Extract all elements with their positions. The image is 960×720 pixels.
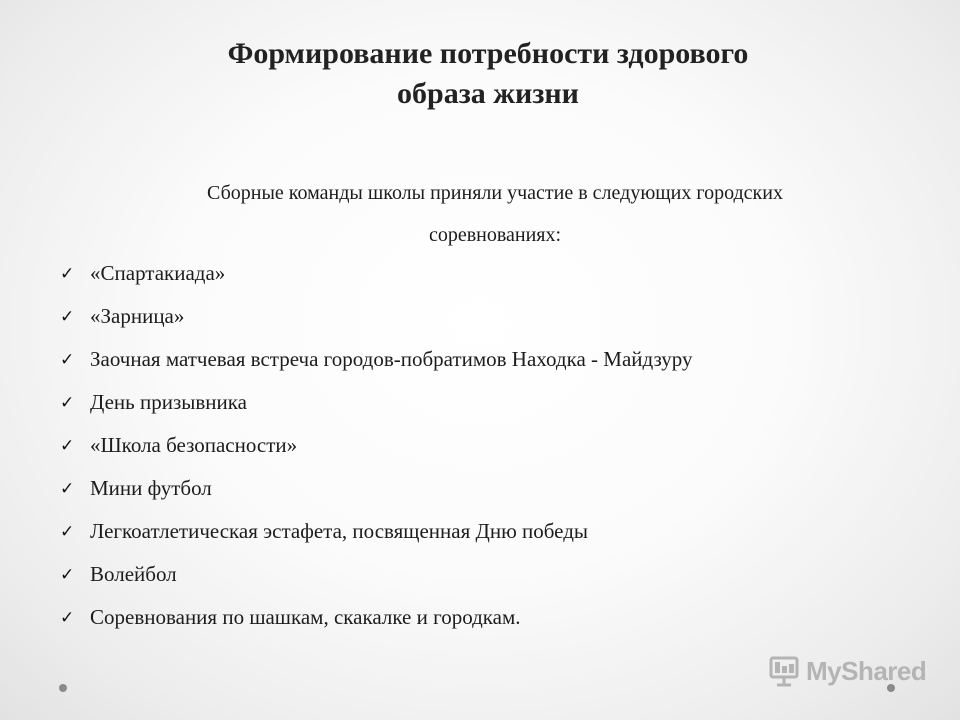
list-item-label: Мини футбол	[90, 476, 212, 500]
list-item	[60, 553, 920, 596]
list-item	[60, 295, 920, 338]
watermark-logo[interactable]	[768, 654, 926, 688]
intro-text	[0, 172, 960, 256]
title-line-2: образа жизни	[397, 77, 579, 110]
check-icon: ✓	[60, 263, 75, 284]
list-item-label: Волейбол	[90, 562, 177, 586]
list-item-label: «Школа безопасности»	[90, 433, 298, 457]
list-item-label: Легкоатлетическая эстафета, посвященная Дню победы	[90, 519, 588, 543]
check-icon: ✓	[60, 435, 75, 456]
title-line-1: Формирование потребности здорового	[227, 37, 749, 70]
check-icon: ✓	[60, 564, 75, 585]
list-item	[60, 467, 920, 510]
list-item	[60, 252, 920, 295]
watermark-text: MyShared	[806, 655, 927, 686]
check-icon: ✓	[60, 478, 75, 499]
check-icon: ✓	[60, 392, 75, 413]
presentation-board-icon	[768, 654, 802, 688]
intro-line-1: Сборные команды школы приняли участие в следующих городских	[207, 182, 783, 204]
competition-list	[60, 252, 920, 639]
check-icon: ✓	[60, 306, 75, 327]
check-icon: ✓	[60, 607, 75, 628]
list-item	[60, 338, 920, 381]
decorative-dot-left	[59, 684, 67, 692]
check-icon: ✓	[60, 349, 75, 370]
list-item-label: День призывника	[90, 390, 247, 414]
list-item	[60, 596, 920, 639]
slide-title	[0, 34, 960, 114]
list-item-label: Соревнования по шашкам, скакалке и городкам.	[90, 605, 521, 629]
list-item-label: Заочная матчевая встреча городов-побратимов Находка - Майдзуру	[90, 347, 693, 371]
list-item	[60, 381, 920, 424]
list-item	[60, 510, 920, 553]
list-item-label: «Спартакиада»	[90, 261, 226, 285]
intro-line-2: соревнованиях:	[428, 224, 562, 246]
list-item	[60, 424, 920, 467]
check-icon: ✓	[60, 521, 75, 542]
list-item-label: «Зарница»	[90, 304, 185, 328]
